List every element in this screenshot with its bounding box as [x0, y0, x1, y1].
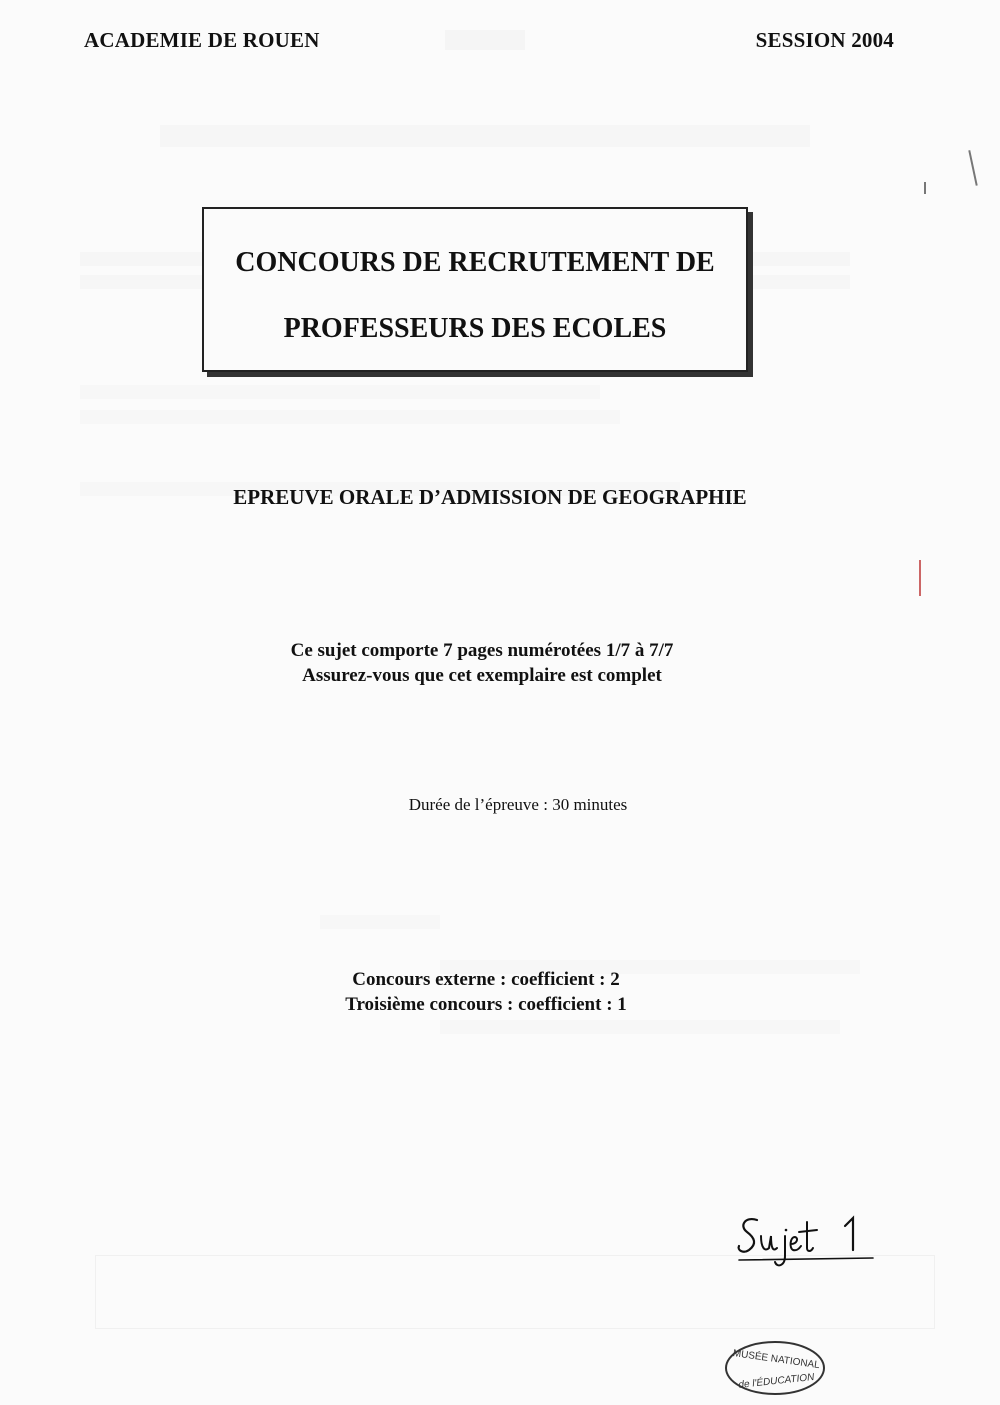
title-box	[202, 207, 748, 372]
show-through-line	[445, 30, 525, 50]
completeness-notice: Assurez-vous que cet exemplaire est complet	[302, 665, 662, 686]
show-through-line	[80, 410, 620, 424]
exam-duration: Durée de l’épreuve : 30 minutes	[408, 795, 628, 814]
session-label: SESSION 2004	[755, 28, 894, 52]
show-through-line	[80, 385, 600, 399]
title-line-1: CONCOURS DE RECRUTEMENT DE	[235, 247, 715, 278]
show-through-line	[440, 1020, 840, 1034]
scan-mark	[924, 182, 926, 194]
scan-mark	[919, 560, 921, 596]
show-through-line	[320, 915, 440, 929]
handwritten-subject-number	[735, 1208, 885, 1278]
exam-name: EPREUVE ORALE D’ADMISSION DE GEOGRAPHIE	[233, 485, 747, 509]
page-count-notice: Ce sujet comporte 7 pages numérotées 1/7 à 7/7	[290, 640, 674, 661]
svg-text:de l'ÉDUCATION: de l'ÉDUCATION	[737, 1371, 815, 1391]
title-line-2: PROFESSEURS DES ECOLES	[283, 313, 667, 344]
museum-stamp	[722, 1338, 828, 1398]
coefficient-troisieme: Troisième concours : coefficient : 1	[345, 994, 627, 1015]
coefficient-externe: Concours externe : coefficient : 2	[352, 969, 620, 990]
svg-text:MUSÉE NATIONAL: MUSÉE NATIONAL	[732, 1348, 821, 1372]
scan-mark	[968, 150, 977, 186]
academy-label: ACADEMIE DE ROUEN	[84, 28, 320, 52]
show-through-line	[160, 125, 810, 147]
